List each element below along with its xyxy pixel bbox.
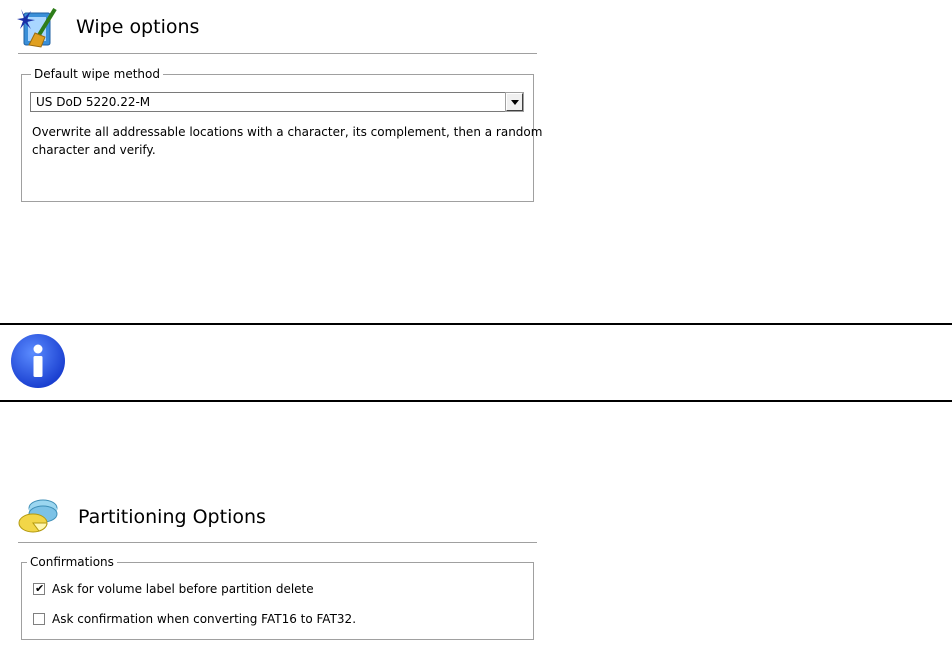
partitioning-title-divider	[18, 542, 537, 543]
fat-conversion-option-text: Ask confirmation when converting FAT16 to FAT32.	[52, 612, 357, 626]
wipe-options-icon	[17, 7, 59, 49]
wipe-method-description-line2: character and verify.	[32, 143, 156, 157]
wipe-method-group-label: Default wipe method	[31, 67, 163, 81]
option-fat-conversion[interactable]	[33, 611, 453, 627]
note-top-border	[0, 323, 952, 325]
option-volume-label[interactable]	[33, 581, 453, 597]
volume-label-option-text: Ask for volume label before partition delete	[52, 582, 314, 596]
fat-conversion-checkbox[interactable]	[33, 613, 45, 625]
wipe-title-divider	[18, 53, 537, 54]
wipe-method-select[interactable]	[30, 92, 523, 112]
wipe-options-title: Wipe options	[76, 16, 200, 38]
chevron-down-icon	[511, 100, 519, 105]
partitioning-options-title: Partitioning Options	[78, 506, 266, 528]
info-icon	[10, 333, 66, 389]
check-icon: ✔	[35, 583, 45, 595]
wipe-method-value: US DoD 5220.22-M	[36, 95, 151, 109]
wipe-method-dropdown-button[interactable]	[506, 93, 523, 111]
confirmations-group-label: Confirmations	[27, 555, 117, 569]
confirmations-group	[21, 562, 534, 640]
wipe-method-description-line1: Overwrite all addressable locations with a character, its complement, then a random	[32, 125, 543, 139]
volume-label-checkbox[interactable]	[33, 583, 45, 595]
partitioning-options-icon	[17, 496, 61, 536]
note-bottom-border	[0, 400, 952, 402]
